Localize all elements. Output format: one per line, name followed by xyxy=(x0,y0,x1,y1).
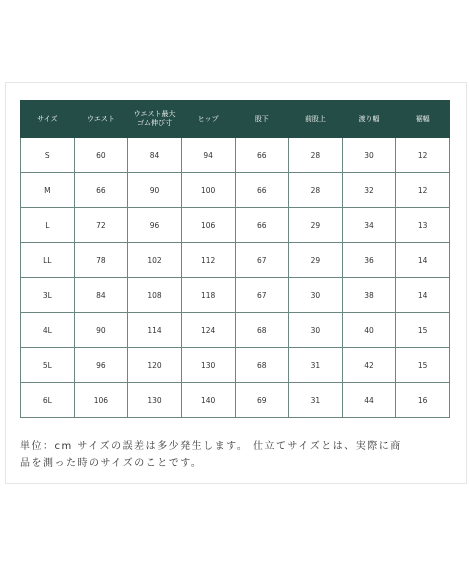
size-note-line-2: 品を測った時のサイズのことです。 xyxy=(20,458,203,469)
table-cell: 67 xyxy=(235,278,289,313)
table-cell: 13 xyxy=(396,208,450,243)
table-cell: 38 xyxy=(342,278,396,313)
table-cell: 14 xyxy=(396,243,450,278)
table-cell: 90 xyxy=(74,313,128,348)
table-cell: 15 xyxy=(396,348,450,383)
table-cell: 130 xyxy=(181,348,235,383)
table-cell: 72 xyxy=(74,208,128,243)
table-cell: 29 xyxy=(289,208,343,243)
table-cell: 102 xyxy=(128,243,182,278)
size-note xyxy=(20,438,452,472)
column-header: 前股上 xyxy=(289,101,343,138)
table-cell: 69 xyxy=(235,383,289,418)
table-cell: 78 xyxy=(74,243,128,278)
table-cell: 108 xyxy=(128,278,182,313)
table-row xyxy=(21,313,450,348)
table-cell: 16 xyxy=(396,383,450,418)
size-label-cell: LL xyxy=(21,243,75,278)
table-cell: 42 xyxy=(342,348,396,383)
table-row xyxy=(21,138,450,173)
size-label-cell: S xyxy=(21,138,75,173)
table-cell: 32 xyxy=(342,173,396,208)
size-label-cell: 5L xyxy=(21,348,75,383)
table-header-row xyxy=(21,101,450,138)
column-header: 股下 xyxy=(235,101,289,138)
table-cell: 28 xyxy=(289,173,343,208)
column-header: ウエスト最大 ゴム伸び寸 xyxy=(128,101,182,138)
table-cell: 12 xyxy=(396,138,450,173)
table-row xyxy=(21,208,450,243)
table-cell: 66 xyxy=(235,208,289,243)
size-chart-table xyxy=(20,100,450,418)
table-cell: 34 xyxy=(342,208,396,243)
table-cell: 67 xyxy=(235,243,289,278)
column-header: ウエスト xyxy=(74,101,128,138)
table-cell: 96 xyxy=(128,208,182,243)
table-cell: 118 xyxy=(181,278,235,313)
table-cell: 100 xyxy=(181,173,235,208)
table-cell: 112 xyxy=(181,243,235,278)
table-cell: 66 xyxy=(235,138,289,173)
size-label-cell: M xyxy=(21,173,75,208)
table-cell: 44 xyxy=(342,383,396,418)
table-cell: 29 xyxy=(289,243,343,278)
table-cell: 140 xyxy=(181,383,235,418)
table-cell: 31 xyxy=(289,348,343,383)
table-body xyxy=(21,138,450,418)
table-cell: 15 xyxy=(396,313,450,348)
table-cell: 40 xyxy=(342,313,396,348)
table-cell: 96 xyxy=(74,348,128,383)
table-cell: 106 xyxy=(74,383,128,418)
column-header: 渡り幅 xyxy=(342,101,396,138)
table-cell: 31 xyxy=(289,383,343,418)
table-row xyxy=(21,243,450,278)
table-cell: 120 xyxy=(128,348,182,383)
table-cell: 12 xyxy=(396,173,450,208)
table-cell: 84 xyxy=(128,138,182,173)
table-row xyxy=(21,173,450,208)
table-cell: 30 xyxy=(342,138,396,173)
table-cell: 28 xyxy=(289,138,343,173)
size-note-line-1: 単位：cm サイズの誤差は多少発生します。 仕立てサイズとは、実際に商 xyxy=(20,441,402,452)
size-label-cell: 3L xyxy=(21,278,75,313)
table-cell: 114 xyxy=(128,313,182,348)
table-cell: 124 xyxy=(181,313,235,348)
table-cell: 106 xyxy=(181,208,235,243)
table-cell: 68 xyxy=(235,348,289,383)
table-cell: 36 xyxy=(342,243,396,278)
table-cell: 94 xyxy=(181,138,235,173)
table-cell: 14 xyxy=(396,278,450,313)
table-row xyxy=(21,278,450,313)
table-cell: 68 xyxy=(235,313,289,348)
column-header: サイズ xyxy=(21,101,75,138)
table-cell: 30 xyxy=(289,313,343,348)
size-label-cell: L xyxy=(21,208,75,243)
table-cell: 66 xyxy=(235,173,289,208)
column-header: ヒップ xyxy=(181,101,235,138)
column-header: 裾幅 xyxy=(396,101,450,138)
table-cell: 90 xyxy=(128,173,182,208)
size-label-cell: 4L xyxy=(21,313,75,348)
size-label-cell: 6L xyxy=(21,383,75,418)
table-cell: 60 xyxy=(74,138,128,173)
table-cell: 130 xyxy=(128,383,182,418)
table-row xyxy=(21,383,450,418)
table-row xyxy=(21,348,450,383)
table-cell: 30 xyxy=(289,278,343,313)
table-cell: 84 xyxy=(74,278,128,313)
table-cell: 66 xyxy=(74,173,128,208)
